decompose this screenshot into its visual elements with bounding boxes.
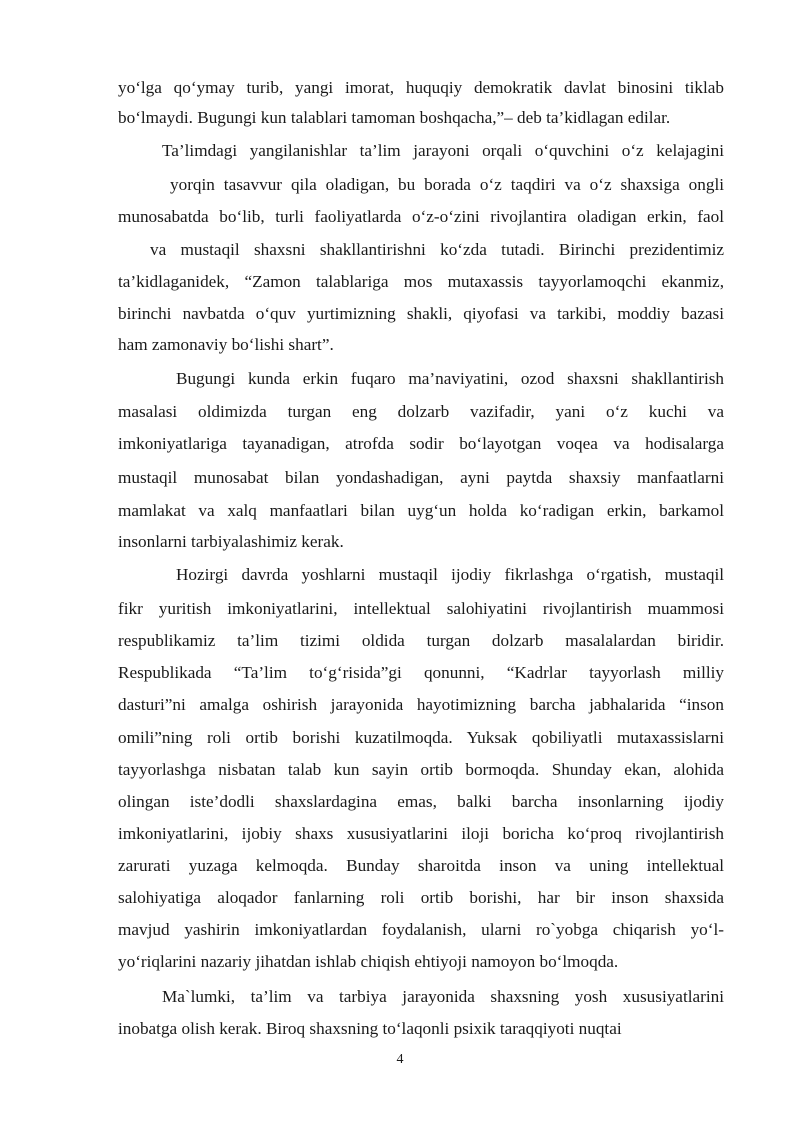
text-line: dasturi”ni amalga oshirish jarayonida hayotimizning barcha jabhalarida “inson: [118, 695, 724, 714]
text-line: Bugungi kunda erkin fuqaro ma’naviyatini, ozod shaxsni shakllantirish: [176, 369, 724, 388]
text-line: tayyorlashga nisbatan talab kun sayin ortib bormoqda. Shunday ekan, alohida: [118, 760, 724, 779]
text-line: yorqin tasavvur qila oladigan, bu borada o‘z taqdiri va o‘z shaxsiga ongli: [170, 175, 724, 194]
text-line: mavjud yashirin imkoniyatlardan foydalanish, ularni ro`yobga chiqarish yo‘l-: [118, 920, 724, 939]
text-line: ta’kidlaganidek, “Zamon talablariga mos mutaxassis tayyorlamoqchi ekanmiz,: [118, 272, 724, 291]
text-line: munosabatda bo‘lib, turli faoliyatlarda o‘z-o‘zini rivojlantira oladigan erkin, faol: [118, 207, 724, 226]
page-number: 4: [396, 1052, 404, 1067]
text-line: salohiyatiga aloqador fanlarning roli ortib borishi, har bir inson shaxsida: [118, 888, 724, 907]
text-line: imkoniyatlariga tayanadigan, atrofda sodir bo‘layotgan voqea va hodisalarga: [118, 434, 724, 453]
text-line: Ma`lumki, ta’lim va tarbiya jarayonida shaxsning yosh xususiyatlarini: [162, 987, 724, 1006]
text-line: respublikamiz ta’lim tizimi oldida turgan dolzarb masalalardan biridir.: [118, 631, 724, 650]
text-line: masalasi oldimizda turgan eng dolzarb vazifadir, yani o‘z kuchi va: [118, 402, 724, 421]
text-line: bo‘lmaydi. Bugungi kun talablari tamoman boshqacha,”– deb ta’kidlagan edilar.: [118, 108, 671, 127]
text-line: omili”ning roli ortib borishi kuzatilmoqda. Yuksak qobiliyatli mutaxassislarni: [118, 728, 724, 747]
text-line: va mustaqil shaxsni shakllantirishni ko‘zda tutadi. Birinchi prezidentimiz: [150, 240, 724, 259]
text-line: inobatga olish kerak. Biroq shaxsning to‘laqonli psixik taraqqiyoti nuqtai: [118, 1019, 622, 1038]
text-line: fikr yuritish imkoniyatlarini, intellektual salohiyatini rivojlantirish muammosi: [118, 599, 724, 618]
text-line: zarurati yuzaga kelmoqda. Bunday sharoitda inson va uning intellektual: [118, 856, 724, 875]
text-line: imkoniyatlarini, ijobiy shaxs xususiyatlarini iloji boricha ko‘proq rivojlantirish: [118, 824, 724, 843]
text-line: mamlakat va xalq manfaatlari bilan uyg‘un holda ko‘radigan erkin, barkamol: [118, 501, 724, 520]
text-line: Respublikada “Ta’lim to‘g‘risida”gi qonunni, “Kadrlar tayyorlash milliy: [118, 663, 724, 682]
text-line: olingan iste’dodli shaxslardagina emas, balki barcha insonlarning ijodiy: [118, 792, 724, 811]
text-line: yo‘riqlarini nazariy jihatdan ishlab chiqish ehtiyoji namoyon bo‘lmoqda.: [118, 952, 619, 971]
text-line: birinchi navbatda o‘quv yurtimizning shakli, qiyofasi va tarkibi, moddiy bazasi: [118, 304, 724, 323]
text-line: insonlarni tarbiyalashimiz kerak.: [118, 532, 344, 551]
text-line: ham zamonaviy bo‘lishi shart”.: [118, 335, 334, 354]
text-line: Hozirgi davrda yoshlarni mustaqil ijodiy fikrlashga o‘rgatish, mustaqil: [176, 565, 724, 584]
text-line: Ta’limdagi yangilanishlar ta’lim jarayoni orqali o‘quvchini o‘z kelajagini: [162, 141, 724, 160]
text-line: yo‘lga qo‘ymay turib, yangi imorat, huquqiy demokratik davlat binosini tiklab: [118, 78, 724, 97]
text-line: mustaqil munosabat bilan yondashadigan, ayni paytda shaxsiy manfaatlarni: [118, 468, 724, 487]
